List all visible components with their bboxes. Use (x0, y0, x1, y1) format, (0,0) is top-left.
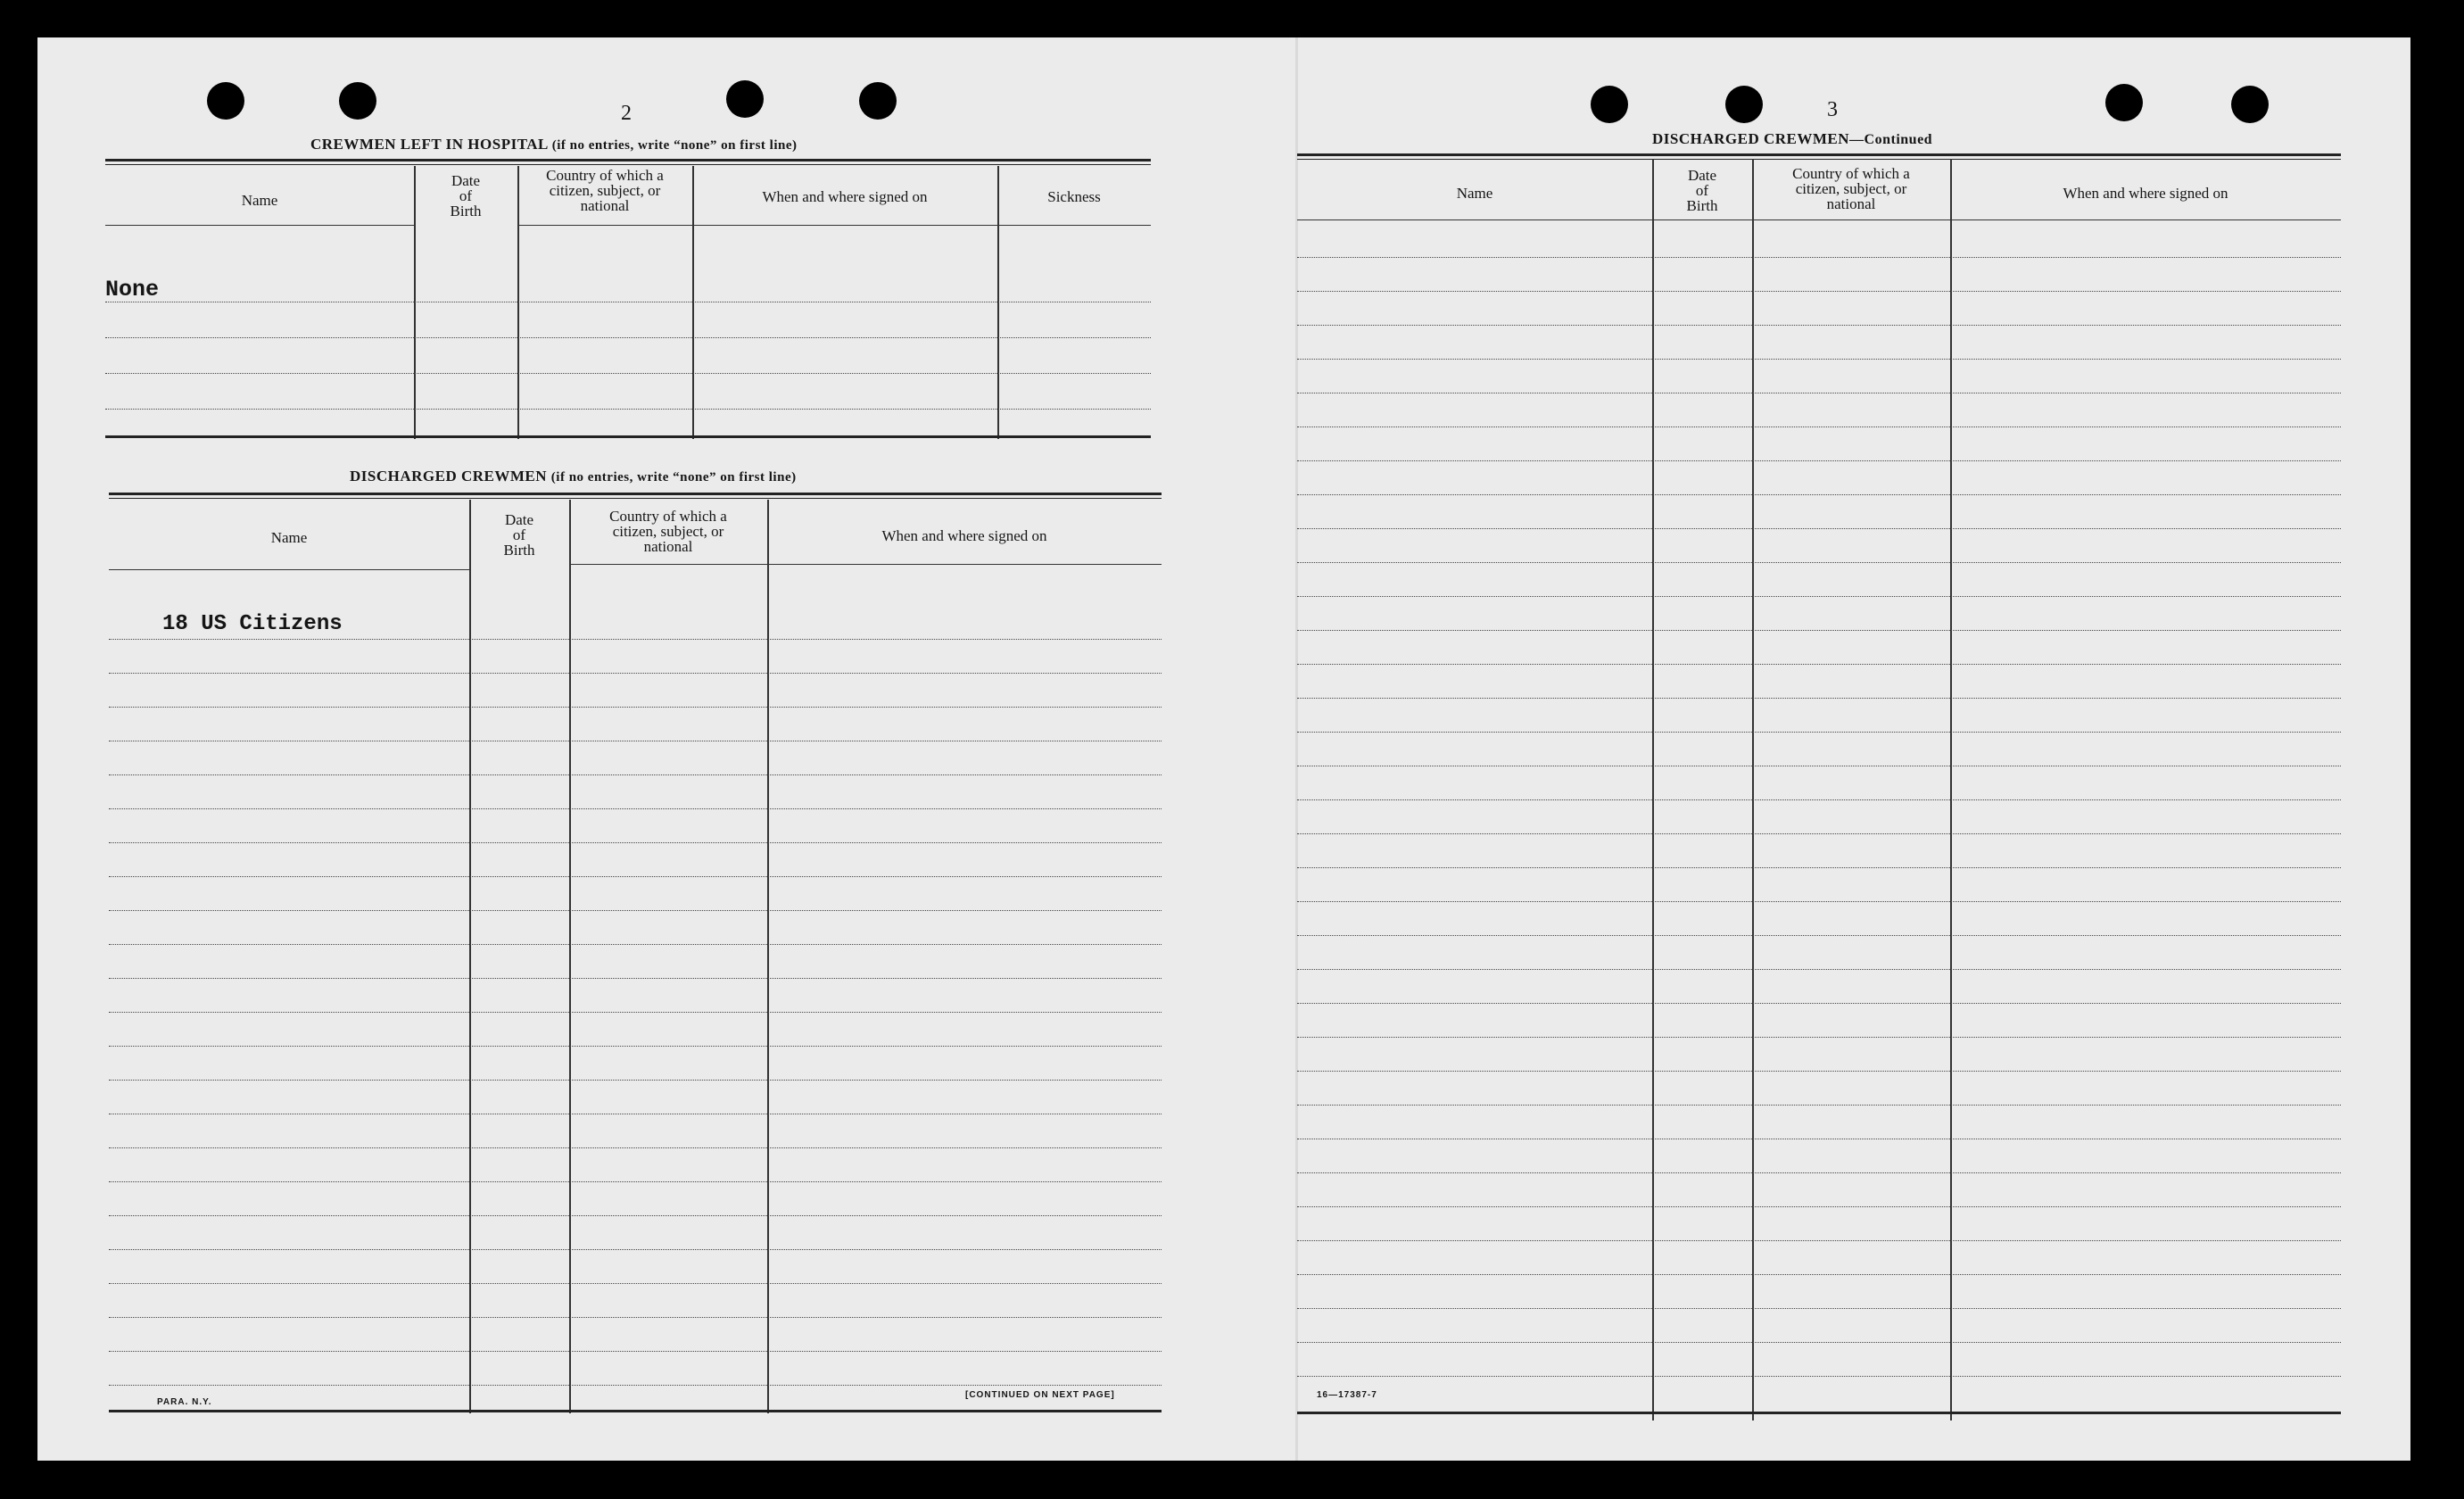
hospital-entry: None (105, 277, 160, 302)
column-header-sickness: Sickness (1047, 188, 1101, 205)
entry-line (109, 842, 1162, 843)
hospital-instruction: (if no entries, write “none” on first line) (551, 138, 798, 153)
entry-line (1297, 1240, 2341, 1241)
entry-line (109, 944, 1162, 945)
entry-line (1297, 833, 2341, 834)
entry-line (1297, 969, 2341, 970)
entry-line (105, 337, 1151, 338)
entry-line (109, 1351, 1162, 1352)
entry-line (1297, 359, 2341, 360)
discharged-section-title (350, 468, 797, 485)
continued-suffix: —Continued (1849, 132, 1933, 147)
entry-line (109, 1181, 1162, 1182)
punch-hole (339, 82, 376, 120)
discharged-instruction: (if no entries, write “none” on first line) (550, 470, 797, 484)
column-header-dob: Date of Birth (1686, 167, 1718, 214)
entry-line (1297, 494, 2341, 495)
discharged-entry: 18 US Citizens (162, 612, 343, 636)
entry-line (109, 1147, 1162, 1148)
punch-hole (1591, 86, 1628, 123)
column-header-name: Name (1456, 185, 1493, 202)
table-top-rule (105, 159, 1151, 165)
entry-line (1297, 528, 2341, 529)
header-underline (109, 569, 469, 570)
entry-line (1297, 291, 2341, 292)
entry-line (1297, 935, 2341, 936)
entry-line (1297, 1206, 2341, 1207)
entry-line (105, 409, 1151, 410)
column-header-dob: Date of Birth (503, 511, 535, 559)
entry-line (1297, 1172, 2341, 1173)
entry-line (109, 876, 1162, 877)
entry-line (109, 808, 1162, 809)
discharged-continued-table (1297, 153, 2341, 1420)
entry-line (109, 1385, 1162, 1386)
column-divider (692, 166, 694, 439)
entry-line (1297, 867, 2341, 868)
entry-line (109, 1249, 1162, 1250)
table-bottom-rule (109, 1410, 1162, 1412)
entry-line (1297, 596, 2341, 597)
column-header-name: Name (270, 529, 308, 546)
entry-line (1297, 562, 2341, 563)
table-top-rule (109, 493, 1162, 499)
table-bottom-rule (105, 435, 1151, 438)
column-divider (569, 500, 571, 1413)
column-divider (469, 500, 471, 1413)
hospital-title-text: CREWMEN LEFT IN HOSPITAL (310, 136, 548, 153)
punch-hole (207, 82, 244, 120)
header-underline (692, 225, 1151, 226)
entry-line (1297, 1376, 2341, 1377)
entry-line (1297, 1105, 2341, 1106)
table-bottom-rule (1297, 1412, 2341, 1414)
column-header-name: Name (241, 192, 278, 209)
column-divider (1950, 159, 1952, 1420)
header-underline (105, 225, 414, 226)
column-divider (997, 166, 999, 439)
document-sheet (37, 37, 2410, 1461)
entry-line (109, 673, 1162, 674)
column-header-dob: Date of Birth (450, 172, 482, 219)
column-header-signed-on: When and where signed on (2063, 185, 2228, 202)
column-header-country: Country of which a citizen, subject, or national (1792, 165, 1910, 212)
page-number: 2 (621, 102, 632, 125)
entry-line (1297, 1071, 2341, 1072)
entry-line (1297, 1003, 2341, 1004)
entry-line (1297, 1342, 2341, 1343)
entry-line (1297, 630, 2341, 631)
discharged-title-text: DISCHARGED CREWMEN (350, 468, 548, 484)
column-divider (1752, 159, 1754, 1420)
discharged-continued-text: DISCHARGED CREWMEN (1652, 130, 1850, 147)
entry-line (109, 639, 1162, 640)
entry-line (1297, 732, 2341, 733)
discharged-table (109, 493, 1162, 1413)
entry-line (1297, 1274, 2341, 1275)
page-number: 3 (1827, 98, 1838, 121)
header-underline (517, 225, 692, 226)
column-divider (767, 500, 769, 1413)
entry-line (1297, 901, 2341, 902)
footer-continued: [CONTINUED ON NEXT PAGE] (965, 1390, 1115, 1400)
entry-line (1297, 257, 2341, 258)
column-header-country: Country of which a citizen, subject, or national (546, 167, 664, 214)
entry-line (109, 707, 1162, 708)
entry-line (109, 1080, 1162, 1081)
column-header-signed-on: When and where signed on (762, 188, 928, 205)
entry-line (1297, 1308, 2341, 1309)
discharged-continued-title (1652, 130, 1932, 148)
column-header-signed-on: When and where signed on (881, 527, 1047, 544)
table-top-rule (1297, 153, 2341, 160)
header-underline (1297, 219, 2341, 220)
entry-line (109, 1046, 1162, 1047)
punch-hole (726, 80, 764, 118)
entry-line (109, 774, 1162, 775)
entry-line (109, 910, 1162, 911)
hospital-section-title (310, 136, 798, 153)
hospital-table (105, 159, 1151, 439)
column-divider (1652, 159, 1654, 1420)
punch-hole (2231, 86, 2269, 123)
entry-line (109, 1317, 1162, 1318)
footer-form-number: 16—17387-7 (1317, 1390, 1377, 1400)
entry-line (109, 1012, 1162, 1013)
entry-line (109, 1215, 1162, 1216)
punch-hole (1725, 86, 1763, 123)
header-underline (569, 564, 1162, 565)
entry-line (1297, 325, 2341, 326)
entry-line (105, 373, 1151, 374)
entry-line (1297, 460, 2341, 461)
punch-hole (859, 82, 897, 120)
entry-line (109, 1283, 1162, 1284)
entry-line (1297, 799, 2341, 800)
column-header-country: Country of which a citizen, subject, or national (609, 508, 727, 555)
entry-line (1297, 698, 2341, 699)
entry-line (1297, 664, 2341, 665)
punch-hole (2105, 84, 2143, 121)
entry-line (109, 978, 1162, 979)
footer-printer: PARA. N.Y. (157, 1397, 212, 1407)
entry-line (1297, 1037, 2341, 1038)
